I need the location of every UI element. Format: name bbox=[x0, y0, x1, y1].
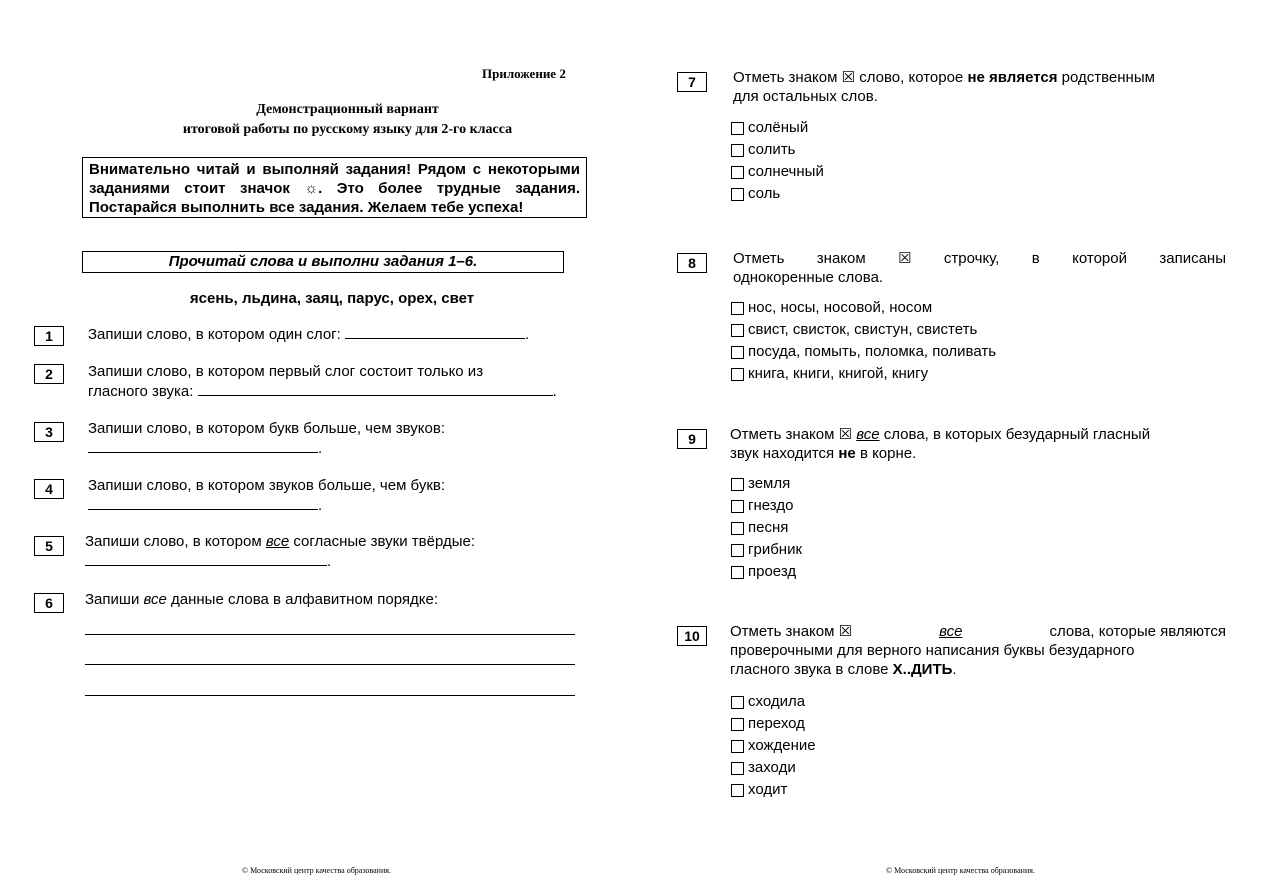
task-9-text-post: слова, в которых безударный гласный bbox=[883, 426, 1151, 443]
option-label: свист, свисток, свистун, свистеть bbox=[748, 321, 978, 338]
option[interactable] bbox=[731, 735, 816, 757]
task-2-line-1: Запиши слово, в котором первый слог состоит только из bbox=[88, 363, 484, 380]
task-4-text: Запиши слово, в котором звуков больше, чем букв: bbox=[88, 477, 446, 494]
task-5-text-post: согласные звуки твёрдые: bbox=[293, 533, 476, 550]
option[interactable] bbox=[731, 319, 996, 341]
word-list: ясень, льдина, заяц, парус, орех, свет bbox=[189, 290, 475, 307]
task-2: Запиши слово, в котором первый слог состоит только из гласного звука: . bbox=[88, 362, 578, 401]
intro-box: Внимательно читай и выполняй задания! Рядом с некоторыми заданиями стоит значок ☼. Это более трудные задания. Постарайся выполнить все задания. Желаем тебе успеха! bbox=[82, 157, 587, 218]
answer-line-5[interactable] bbox=[85, 551, 327, 566]
option[interactable] bbox=[731, 539, 802, 561]
task-8-line-2: однокоренные слова. bbox=[733, 269, 884, 286]
task-7-text-post: родственным bbox=[1061, 69, 1155, 86]
option-label: заходи bbox=[748, 759, 796, 776]
task-8-line-1: Отметь знаком ☒ строчку, в которой записаны bbox=[733, 250, 1226, 267]
checkbox[interactable] bbox=[731, 718, 744, 731]
option-label: сходила bbox=[748, 693, 806, 710]
task-number-3: 3 bbox=[34, 422, 64, 442]
task-9-line-2-post: в корне. bbox=[859, 445, 917, 462]
task-9-text-pre: Отметь знаком ☒ bbox=[730, 426, 853, 443]
checkbox[interactable] bbox=[731, 346, 744, 359]
task-10-line-3-pre: гласного звука в слове bbox=[730, 661, 889, 678]
checkbox[interactable] bbox=[731, 784, 744, 797]
option-label: солить bbox=[748, 141, 796, 158]
answer-line-6b[interactable] bbox=[85, 664, 575, 665]
page-title bbox=[100, 100, 595, 140]
task-6 bbox=[85, 590, 579, 609]
option[interactable] bbox=[731, 183, 824, 205]
task-10-text-post: слова, которые являются bbox=[1049, 623, 1226, 640]
task-number-6: 6 bbox=[34, 593, 64, 613]
task-number-9: 9 bbox=[677, 429, 707, 449]
task-7-options bbox=[731, 117, 824, 205]
footer-right: © Московский центр качества образования. bbox=[886, 866, 1035, 875]
task-10-line-1 bbox=[730, 622, 1226, 641]
checkbox[interactable] bbox=[731, 762, 744, 775]
task-7-bold: не является bbox=[967, 69, 1058, 86]
task-10-line-2: проверочными для верного написания буквы безударного bbox=[730, 642, 1135, 659]
option-label: нос, носы, носовой, носом bbox=[748, 299, 933, 316]
checkbox[interactable] bbox=[731, 522, 744, 535]
checkbox[interactable] bbox=[731, 188, 744, 201]
task-10-options bbox=[731, 691, 816, 801]
checkbox[interactable] bbox=[731, 740, 744, 753]
checkbox[interactable] bbox=[731, 166, 744, 179]
task-9-line-2-pre: звук находится bbox=[730, 445, 835, 462]
task-number-4: 4 bbox=[34, 479, 64, 499]
option[interactable] bbox=[731, 757, 816, 779]
task-number-8: 8 bbox=[677, 253, 707, 273]
answer-line-3[interactable] bbox=[88, 438, 318, 453]
footer-left: © Московский центр качества образования. bbox=[242, 866, 391, 875]
option[interactable] bbox=[731, 517, 802, 539]
option[interactable] bbox=[731, 713, 816, 735]
task-4: Запиши слово, в котором звуков больше, чем букв: . bbox=[88, 476, 578, 515]
checkbox[interactable] bbox=[731, 544, 744, 557]
task-number-10: 10 bbox=[677, 626, 707, 646]
task-number-1: 1 bbox=[34, 326, 64, 346]
option[interactable] bbox=[731, 297, 996, 319]
option[interactable] bbox=[731, 341, 996, 363]
task-10 bbox=[730, 622, 1226, 679]
task-8 bbox=[733, 249, 1226, 287]
option-label: гнездо bbox=[748, 497, 794, 514]
answer-line-2[interactable] bbox=[198, 381, 553, 396]
task-number-2: 2 bbox=[34, 364, 64, 384]
checkbox[interactable] bbox=[731, 144, 744, 157]
checkbox[interactable] bbox=[731, 500, 744, 513]
task-6-text-pre: Запиши bbox=[85, 591, 140, 608]
option-label: земля bbox=[748, 475, 791, 492]
option-label: песня bbox=[748, 519, 789, 536]
task-2-line-2: гласного звука: bbox=[88, 383, 194, 400]
option-label: книга, книги, книгой, книгу bbox=[748, 365, 929, 382]
task-1-text: Запиши слово, в котором один слог: bbox=[88, 326, 341, 343]
task-9 bbox=[730, 425, 1226, 463]
appendix-label: Приложение 2 bbox=[482, 66, 566, 81]
checkbox[interactable] bbox=[731, 368, 744, 381]
option[interactable] bbox=[731, 691, 816, 713]
option[interactable] bbox=[731, 161, 824, 183]
option[interactable] bbox=[731, 779, 816, 801]
task-1: Запиши слово, в котором один слог: . bbox=[88, 326, 530, 343]
option-label: хождение bbox=[748, 737, 816, 754]
task-5-text-pre: Запиши слово, в котором bbox=[85, 533, 262, 550]
option-label: грибник bbox=[748, 541, 803, 558]
task-8-options bbox=[731, 297, 996, 385]
task-10-bold: Х..ДИТЬ bbox=[892, 661, 953, 678]
option[interactable] bbox=[731, 473, 802, 495]
task-6-emphasis: все bbox=[143, 591, 167, 608]
task-5: Запиши слово, в котором все согласные звуки твёрдые: . bbox=[85, 533, 476, 570]
task-10-line-3-post: . bbox=[952, 661, 957, 678]
option-label: солнечный bbox=[748, 163, 824, 180]
task-7 bbox=[733, 68, 1226, 106]
task-9-bold: не bbox=[838, 445, 856, 462]
option-label: проезд bbox=[748, 563, 797, 580]
title-line-1: Демонстрационный вариант bbox=[256, 102, 439, 117]
checkbox[interactable] bbox=[731, 302, 744, 315]
task-9-options bbox=[731, 473, 802, 583]
task-6-text-post: данные слова в алфавитном порядке: bbox=[171, 591, 439, 608]
task-10-emphasis: все bbox=[939, 623, 963, 640]
instruction-box: Прочитай слова и выполни задания 1–6. bbox=[82, 251, 564, 273]
task-number-5: 5 bbox=[34, 536, 64, 556]
checkbox[interactable] bbox=[731, 324, 744, 337]
checkbox[interactable] bbox=[731, 478, 744, 491]
task-3-text: Запиши слово, в котором букв больше, чем звуков: bbox=[88, 420, 446, 437]
answer-line-6c[interactable] bbox=[85, 695, 575, 696]
option-label: переход bbox=[748, 715, 805, 732]
task-3: Запиши слово, в котором букв больше, чем звуков: . bbox=[88, 419, 578, 458]
option-label: соль bbox=[748, 185, 781, 202]
task-9-emphasis: все bbox=[856, 426, 880, 443]
answer-line-4[interactable] bbox=[88, 495, 318, 510]
option-label: посуда, помыть, поломка, поливать bbox=[748, 343, 997, 360]
option-label: солёный bbox=[748, 119, 809, 136]
task-7-line-2: для остальных слов. bbox=[733, 88, 878, 105]
checkbox[interactable] bbox=[731, 566, 744, 579]
option[interactable] bbox=[731, 363, 996, 385]
option[interactable] bbox=[731, 495, 802, 517]
task-number-7: 7 bbox=[677, 72, 707, 92]
option[interactable] bbox=[731, 561, 802, 583]
task-10-text-pre: Отметь знаком ☒ bbox=[730, 623, 853, 640]
option-label: ходит bbox=[748, 781, 788, 798]
task-5-emphasis: все bbox=[265, 533, 290, 550]
checkbox[interactable] bbox=[731, 696, 744, 709]
task-7-text-pre: Отметь знаком ☒ слово, которое bbox=[733, 69, 964, 86]
answer-line-6a[interactable] bbox=[85, 634, 575, 635]
checkbox[interactable] bbox=[731, 122, 744, 135]
title-line-2: итоговой работы по русскому языку для 2-го класса bbox=[182, 122, 513, 137]
option[interactable] bbox=[731, 139, 824, 161]
option[interactable] bbox=[731, 117, 824, 139]
answer-line-1[interactable] bbox=[345, 324, 525, 339]
